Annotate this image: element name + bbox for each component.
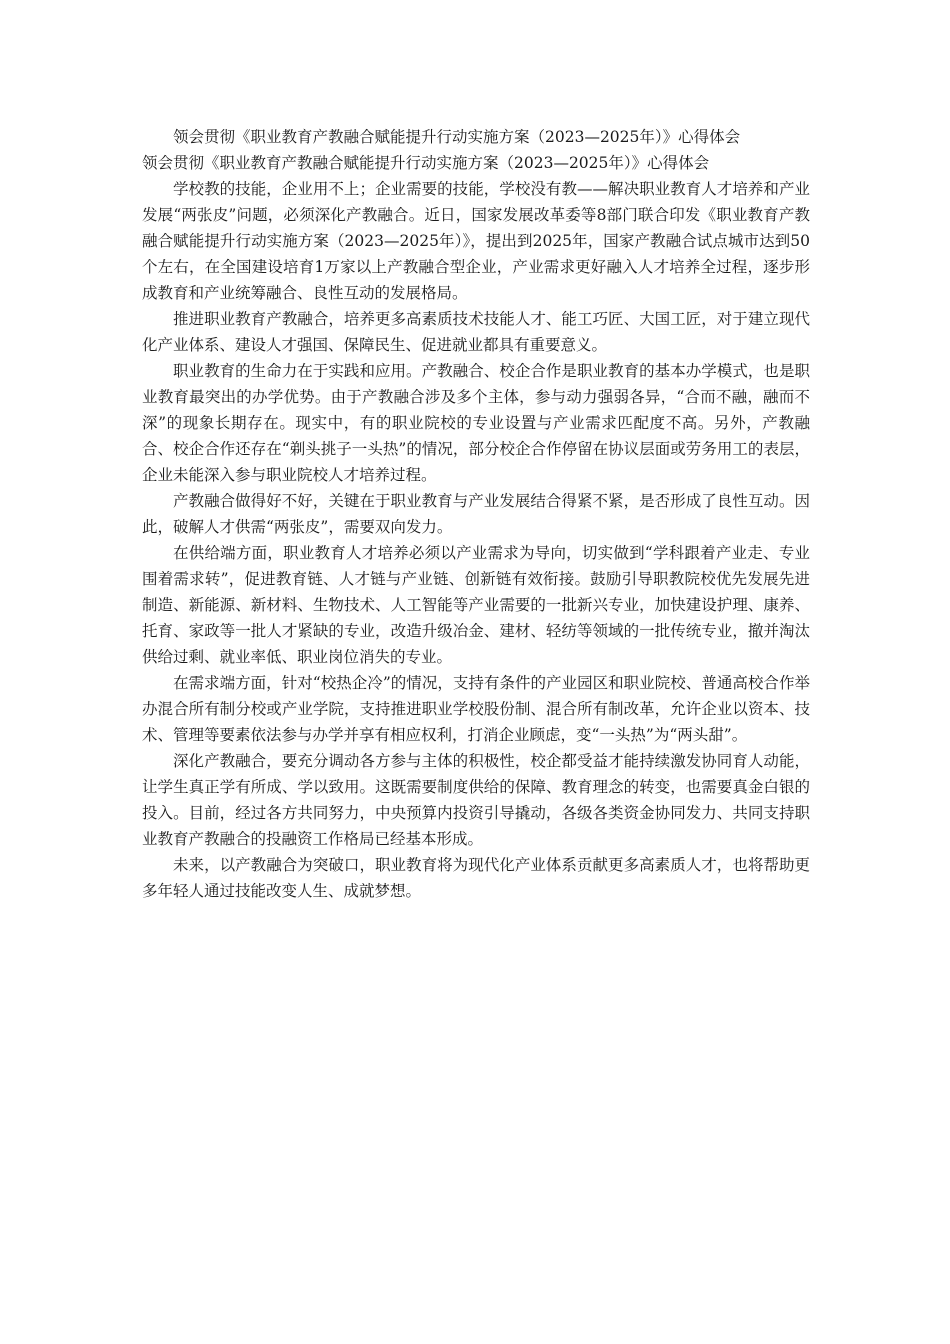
document-body <box>142 124 810 904</box>
paragraph-6: 在需求端方面，针对“校热企冷”的情况，支持有条件的产业园区和职业院校、普通高校合作举办混合所有制分校或产业学院，支持推进职业学校股份制、混合所有制改革，允许企业以资本、技术、管理等要素依法参与办学并享有相应权利，打消企业顾虑，变“一头热”为“两头甜”。 <box>142 674 810 744</box>
paragraph-5: 在供给端方面，职业教育人才培养必须以产业需求为导向，切实做到“学科跟着产业走、专业围着需求转”，促进教育链、人才链与产业链、创新链有效衔接。鼓励引导职教院校优先发展先进制造、新能源、新材料、生物技术、人工智能等产业需要的一批新兴专业，加快建设护理、康养、托育、家政等一批人才紧缺的专业，改造升级冶金、建材、轻纺等领域的一批传统专业，撤并淘汰供给过剩、就业率低、职业岗位消失的专业。 <box>142 544 810 666</box>
document-title-repeat: 领会贯彻《职业教育产教融合赋能提升行动实施方案（2023—2025年）》心得体会 <box>142 154 710 172</box>
document-title: 领会贯彻《职业教育产教融合赋能提升行动实施方案（2023—2025年）》心得体会 <box>173 128 741 146</box>
paragraph-8: 未来，以产教融合为突破口，职业教育将为现代化产业体系贡献更多高素质人才，也将帮助更多年轻人通过技能改变人生、成就梦想。 <box>142 856 810 900</box>
paragraph-3: 职业教育的生命力在于实践和应用。产教融合、校企合作是职业教育的基本办学模式，也是职业教育最突出的办学优势。由于产教融合涉及多个主体，参与动力强弱各异，“合而不融，融而不深”的现象长期存在。现实中，有的职业院校的专业设置与产业需求匹配度不高。另外，产教融合、校企合作还存在“剃头挑子一头热”的情况，部分校企合作停留在协议层面或劳务用工的表层，企业未能深入参与职业院校人才培养过程。 <box>142 362 810 484</box>
paragraph-2: 推进职业教育产教融合，培养更多高素质技术技能人才、能工巧匠、大国工匠，对于建立现代化产业体系、建设人才强国、保障民生、促进就业都具有重要意义。 <box>142 310 810 354</box>
paragraph-7: 深化产教融合，要充分调动各方参与主体的积极性，校企都受益才能持续激发协同育人动能，让学生真正学有所成、学以致用。这既需要制度供给的保障、教育理念的转变，也需要真金白银的投入。目前，经过各方共同努力，中央预算内投资引导撬动，各级各类资金协同发力、共同支持职业教育产教融合的投融资工作格局已经基本形成。 <box>142 752 810 848</box>
paragraph-4: 产教融合做得好不好，关键在于职业教育与产业发展结合得紧不紧，是否形成了良性互动。因此，破解人才供需“两张皮”，需要双向发力。 <box>142 492 810 536</box>
paragraph-1: 学校教的技能，企业用不上；企业需要的技能，学校没有教——解决职业教育人才培养和产业发展“两张皮”问题，必须深化产教融合。近日，国家发展改革委等8部门联合印发《职业教育产教融合赋能提升行动实施方案（2023—2025年）》，提出到2025年，国家产教融合试点城市达到50个左右，在全国建设培育1万家以上产教融合型企业，产业需求更好融入人才培养全过程，逐步形成教育和产业统筹融合、良性互动的发展格局。 <box>142 180 810 302</box>
